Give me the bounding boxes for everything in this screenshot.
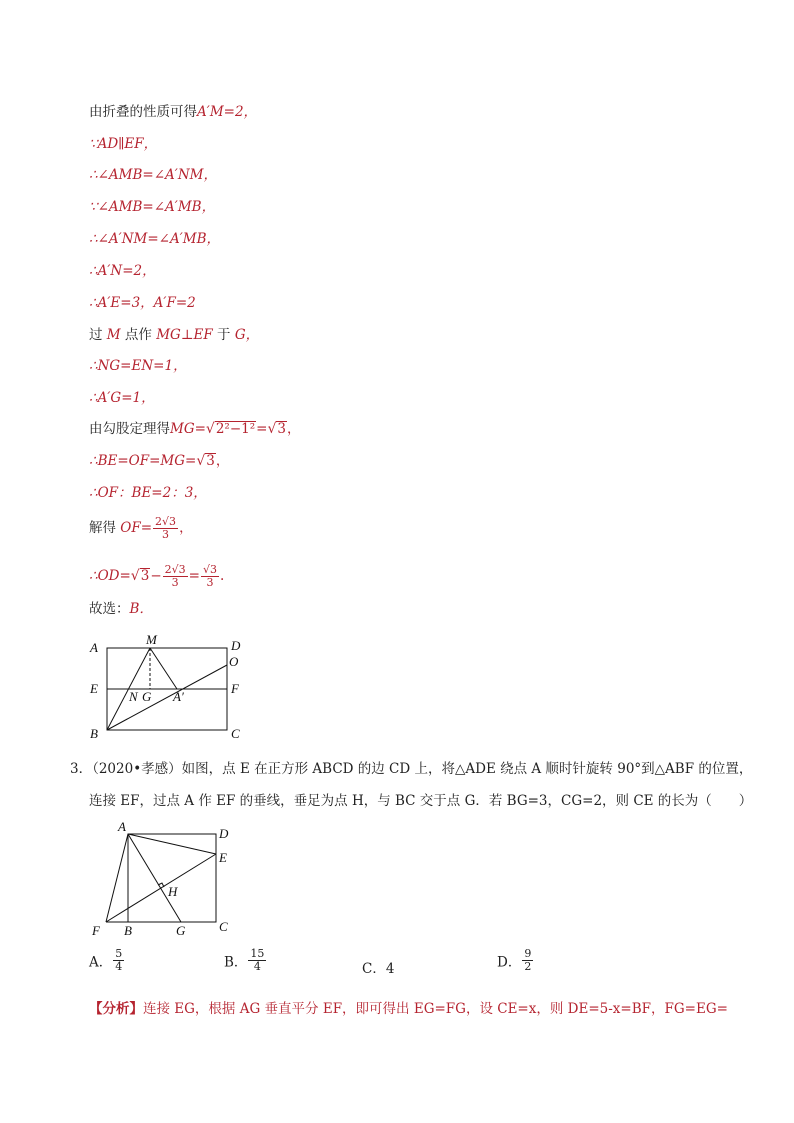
equals: = bbox=[119, 568, 131, 584]
denominator: 2 bbox=[524, 960, 532, 973]
solution-line-10: ∴A′G=1， bbox=[89, 390, 155, 406]
text: 故选： bbox=[89, 601, 130, 617]
label-a: A bbox=[118, 819, 126, 834]
solution-line-9: ∴NG=EN=1， bbox=[89, 358, 187, 374]
label-c: C bbox=[219, 919, 228, 934]
option-letter: B． bbox=[224, 954, 248, 971]
solution-line-5: ∴∠A′NM=∠A′MB， bbox=[89, 231, 221, 247]
numerator: √3 bbox=[202, 563, 217, 576]
option-letter: C． bbox=[362, 961, 386, 977]
option-c[interactable] bbox=[362, 957, 394, 977]
label-g: G bbox=[142, 689, 152, 704]
denominator: 3 bbox=[206, 576, 214, 589]
equals: = bbox=[185, 453, 197, 469]
radical-sign: √ bbox=[196, 453, 206, 469]
fraction bbox=[163, 564, 188, 589]
text: 于 bbox=[217, 327, 231, 343]
denominator: 4 bbox=[115, 960, 123, 973]
minus: − bbox=[150, 568, 162, 584]
numerator: 2√3 bbox=[155, 515, 177, 528]
label-f: F bbox=[92, 923, 100, 938]
fold-rectangle-figure bbox=[80, 628, 260, 746]
label-e: E bbox=[90, 681, 98, 696]
radicand: 2²−1² bbox=[215, 421, 256, 437]
text: 过 bbox=[89, 327, 103, 343]
question-3-line-2: 连接 EF，过点 A 作 EF 的垂线，垂足为点 H，与 BC 交于点 G．若 BG=3，CG=2，则 CE 的长为（ ） bbox=[89, 793, 753, 809]
numerator: 15 bbox=[250, 947, 265, 960]
label-a: A bbox=[90, 640, 98, 655]
label-f: F bbox=[231, 681, 239, 696]
punct: . bbox=[219, 568, 225, 584]
question-3-line-1 bbox=[70, 760, 752, 778]
label-g: G bbox=[176, 923, 186, 938]
label-e: E bbox=[219, 850, 227, 865]
label-c: C bbox=[231, 726, 240, 741]
numerator: 2√3 bbox=[164, 563, 186, 576]
label-d: D bbox=[219, 826, 229, 841]
radicand: 3 bbox=[277, 421, 286, 437]
text: 解得 bbox=[89, 520, 116, 536]
radical-sign: √ bbox=[205, 421, 215, 437]
denominator: 4 bbox=[253, 960, 261, 973]
square-rotation-figure bbox=[88, 818, 248, 940]
label-b: B bbox=[124, 923, 132, 938]
numerator: 9 bbox=[524, 947, 532, 960]
question-number: 3． bbox=[70, 761, 93, 777]
analysis-text: 连接 EG，根据 AG 垂直平分 EF，即可得出 EG=FG，设 CE=x，则 DE=5-x=BF，FG=EG= bbox=[143, 1001, 728, 1017]
solution-line-14 bbox=[89, 516, 193, 541]
line-af bbox=[106, 834, 128, 922]
solution-line-7: ∴A′E=3，A′F=2 bbox=[89, 295, 196, 311]
label-o: O bbox=[229, 654, 239, 669]
question-text: 如图，点 E 在正方形 ABCD 的边 CD 上，将△ADE 绕点 A 顺时针旋转 90°到△ABF 的位置， bbox=[181, 761, 753, 777]
math: MG⊥EF bbox=[156, 327, 213, 343]
solution-line-3: ∴∠AMB=∠A′NM， bbox=[89, 167, 217, 183]
solution-line-8 bbox=[89, 326, 259, 344]
label-m: M bbox=[146, 632, 157, 647]
line-ma bbox=[150, 648, 177, 689]
option-d[interactable] bbox=[497, 948, 534, 973]
solution-line-13: ∴OF：BE=2：3， bbox=[89, 485, 207, 501]
solution-line-12 bbox=[89, 452, 229, 470]
option-letter: A． bbox=[89, 954, 113, 971]
label-b: B bbox=[90, 726, 98, 741]
square-abcd bbox=[128, 834, 216, 922]
text: 由折叠的性质可得 bbox=[89, 104, 197, 120]
equals: = bbox=[256, 421, 268, 437]
line-bo bbox=[107, 665, 227, 730]
question-source: （2020•孝感） bbox=[92, 761, 182, 777]
math: M bbox=[106, 327, 121, 343]
solution-line-15 bbox=[89, 564, 224, 589]
equals: = bbox=[188, 568, 200, 584]
solution-line-2: ∵AD∥EF， bbox=[89, 136, 158, 152]
punct: ， bbox=[287, 421, 301, 437]
fraction bbox=[201, 564, 219, 589]
fraction bbox=[153, 516, 178, 541]
label-a-prime: A′ bbox=[173, 689, 184, 704]
math: ∴OD bbox=[89, 568, 120, 584]
line-ae bbox=[128, 834, 216, 854]
math: G， bbox=[234, 327, 260, 343]
equals: = bbox=[194, 421, 206, 437]
option-a[interactable] bbox=[89, 948, 125, 973]
fraction bbox=[113, 948, 124, 973]
punct: ， bbox=[215, 453, 230, 469]
punct: ， bbox=[179, 520, 193, 536]
analysis-line bbox=[89, 1000, 728, 1018]
solution-line-4: ∵∠AMB=∠A′MB， bbox=[89, 199, 216, 215]
math: ∴BE=OF=MG bbox=[89, 453, 186, 469]
label-d: D bbox=[231, 638, 241, 653]
analysis-tag: 【分析】 bbox=[89, 1001, 143, 1017]
fraction bbox=[248, 948, 266, 973]
option-letter: D． bbox=[497, 954, 522, 971]
option-b[interactable] bbox=[224, 948, 267, 973]
option-value: 4 bbox=[385, 961, 395, 977]
line-ag bbox=[128, 834, 181, 922]
radical-sign: √ bbox=[130, 568, 140, 584]
radicand: 3 bbox=[140, 568, 150, 584]
math: A′M=2， bbox=[197, 104, 258, 120]
denominator: 3 bbox=[171, 576, 179, 589]
solution-line-11 bbox=[89, 420, 301, 438]
radicand: 3 bbox=[206, 453, 215, 469]
denominator: 3 bbox=[162, 528, 170, 541]
math: OF bbox=[120, 520, 141, 536]
fraction bbox=[522, 948, 533, 973]
numerator: 5 bbox=[115, 947, 123, 960]
text: 由勾股定理得 bbox=[89, 421, 170, 437]
equals: = bbox=[140, 520, 153, 536]
math: MG bbox=[170, 421, 195, 437]
solution-line-1 bbox=[89, 103, 257, 121]
label-h: H bbox=[168, 884, 178, 899]
text: 点作 bbox=[124, 327, 152, 343]
radical-sign: √ bbox=[267, 421, 277, 437]
solution-line-16 bbox=[89, 600, 153, 618]
answer: B． bbox=[129, 601, 153, 617]
solution-line-6: ∴A′N=2， bbox=[89, 263, 156, 279]
label-n: N bbox=[129, 689, 138, 704]
